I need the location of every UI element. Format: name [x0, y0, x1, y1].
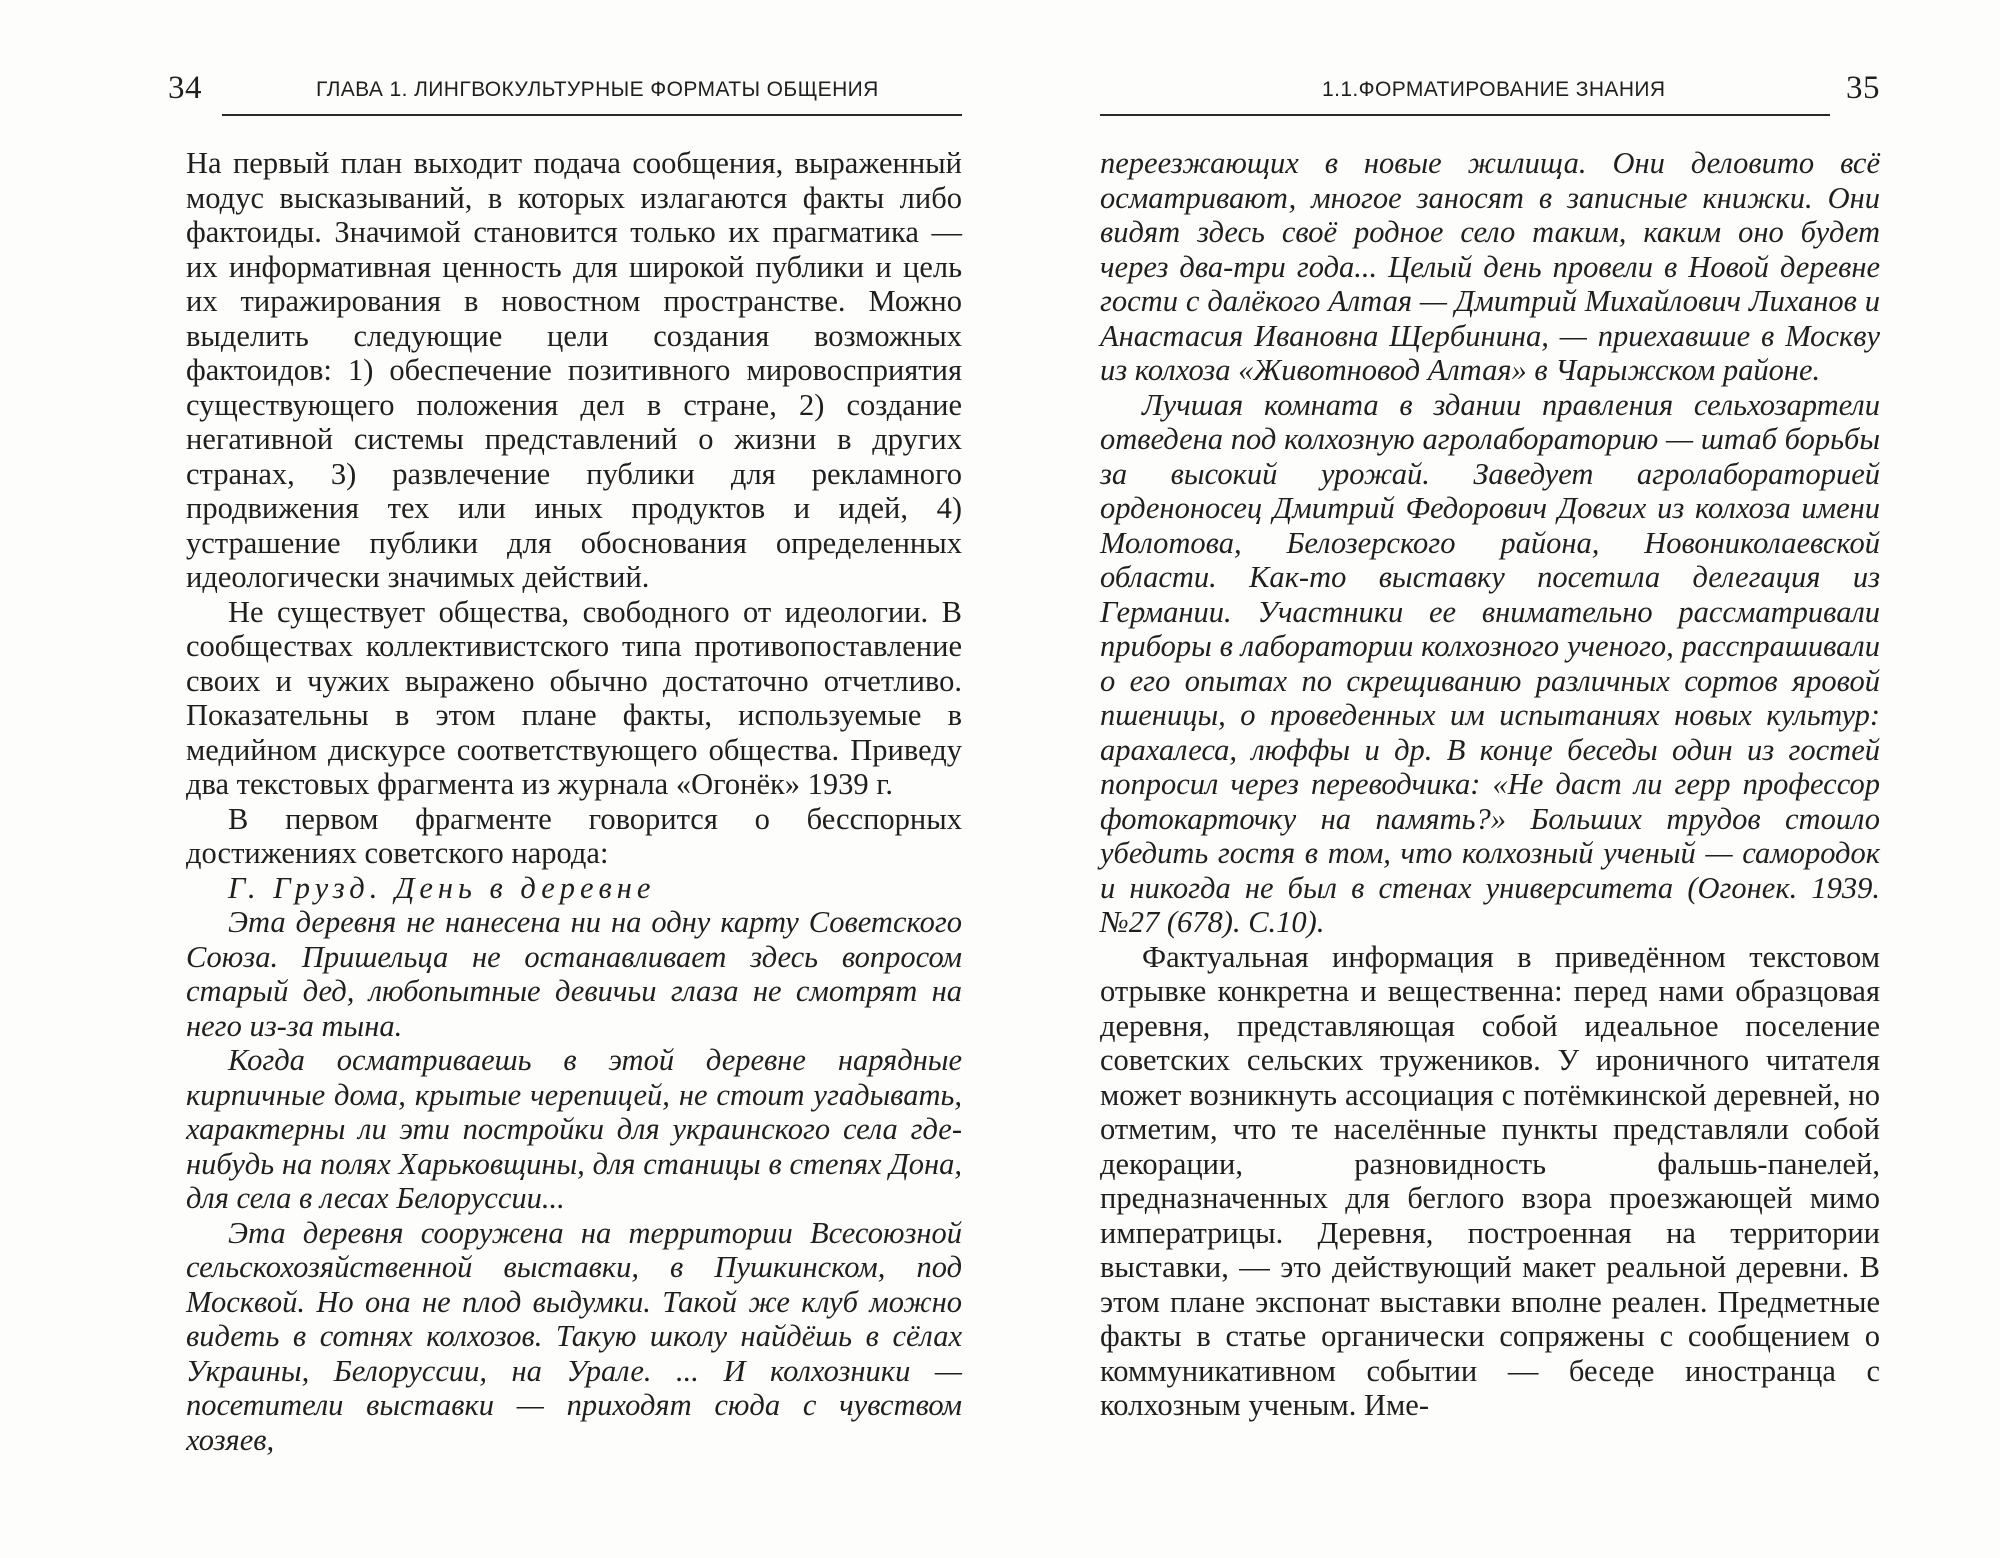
quote-paragraph-4: Лучшая комната в здании правления сельхозартели отведена под колхозную агролабораторию — штаб борьбы за высокий урожай. Заведует агролабораторией орденоносец Дмитрий Федорович Довгих из колхоза имени Молотова, Белозерского района, Новониколаевской области. Как-то выставку посетила делегация из Германии. Участники ее внимательно рассматривали приборы в лаборатории колхозного ученого, расспрашивали о его опытах по скрещиванию различных сортов яровой пшеницы, о проведенных им испытаниях новых культур: арахалеса, люффы и др. В конце беседы один из гостей попросил через переводчика: «Не даст ли герр профессор фотокарточку на память?» Больших трудов стоило убедить гостя в том, что колхозный ученый — самородок и никогда не был в стенах университета (Огонек. 1939. №27 (678). С.10). — [1100, 387, 1880, 939]
right-page-header — [1100, 68, 1880, 112]
quote-heading: Г. Грузд. День в деревне — [228, 870, 656, 905]
right-page-body — [1100, 146, 1880, 1423]
quote-continuation: переезжающих в новые жилища. Они деловито всё осматривают, многое заносят в записные книжки. Они видят здесь своё родное село таким, каким оно будет через два-три года... Целый день провели в Новой деревне гости с далёкого Алтая — Дмитрий Михайлович Лиханов и Анастасия Ивановна Щербинина, — приехавшие в Москву из колхоза «Животновод Алтая» в Чарыжском районе. — [1100, 146, 1880, 387]
left-paragraph-2: Не существует общества, свободного от идеологии. В сообществах коллективистского типа противопоставление своих и чужих выражено обычно достаточно отчетливо. Показательны в этом плане факты, используемые в медийном дискурсе соответствующего общества. Приведу два текстовых фрагмента из журнала «Огонёк» 1939 г. — [186, 594, 962, 801]
left-page-header — [168, 68, 962, 112]
quote-paragraph-1: Эта деревня не нанесена ни на одну карту Советского Союза. Пришельца не останавливает здесь вопросом старый дед, любопытные девичьи глаза не смотрят на него из-за тына. — [186, 905, 962, 1043]
left-header-rule — [222, 114, 962, 116]
left-page-number: 34 — [168, 70, 202, 106]
quote-paragraph-3: Эта деревня сооружена на территории Всесоюзной сельскохозяйственной выставки, в Пушкинском, под Москвой. Но она не плод выдумки. Такой же клуб можно видеть в сотнях колхозов. Такую школу найдёшь в сёлах Украины, Белоруссии, на Урале. ... И колхозники — посетители выставки — приходят сюда с чувством хозяев, — [186, 1215, 962, 1457]
right-page-number: 35 — [1846, 70, 1880, 106]
left-running-title: ГЛАВА 1. ЛИНГВОКУЛЬТУРНЫЕ ФОРМАТЫ ОБЩЕНИЯ — [316, 78, 879, 101]
left-paragraph-3: В первом фрагменте говорится о бесспорных достижениях советского народа: — [186, 801, 962, 870]
right-paragraph-analysis: Фактуальная информация в приведённом текстовом отрывке конкретна и вещественна: перед нами образцовая деревня, представляющая собой идеальное поселение советских сельских тружеников. У ироничного читателя может возникнуть ассоциация с потёмкинской деревней, но отметим, что те населённые пункты представляли собой декорации, разновидность фальшь-панелей, предназначенных для беглого взора проезжающей мимо императрицы. Деревня, построенная на территории выставки, — это действующий макет реальной деревни. В этом плане экспонат выставки вполне реален. Предметные факты в статье органически сопряжены с сообщением о коммуникативном событии — беседе иностранца с колхозным ученым. Име- — [1100, 939, 1880, 1422]
left-paragraph-1: На первый план выходит подача сообщения, выраженный модус высказываний, в которых излагаются факты либо фактоиды. Значимой становится только их прагматика — их информативная ценность для широкой публики и цель их тиражирования в новостном пространстве. Можно выделить следующие цели создания возможных фактоидов: 1) обеспечение позитивного мировосприятия существующего положения дел в стране, 2) создание негативной системы представлений о жизни в других странах, 3) развлечение публики для рекламного продвижения тех или иных продуктов и идей, 4) устрашение публики для обоснования определенных идеологически значимых действий. — [186, 146, 962, 594]
right-header-rule — [1100, 114, 1830, 116]
right-running-title: 1.1.ФОРМАТИРОВАНИЕ ЗНАНИЯ — [1322, 78, 1666, 101]
left-page-body — [186, 146, 962, 1457]
quote-paragraph-2: Когда осматриваешь в этой деревне нарядные кирпичные дома, крытые черепицей, не стоит угадывать, характерны ли эти постройки для украинского села где-нибудь на полях Харьковщины, для станицы в степях Дона, для села в лесах Белоруссии... — [186, 1043, 962, 1215]
right-page — [1000, 0, 2000, 1558]
